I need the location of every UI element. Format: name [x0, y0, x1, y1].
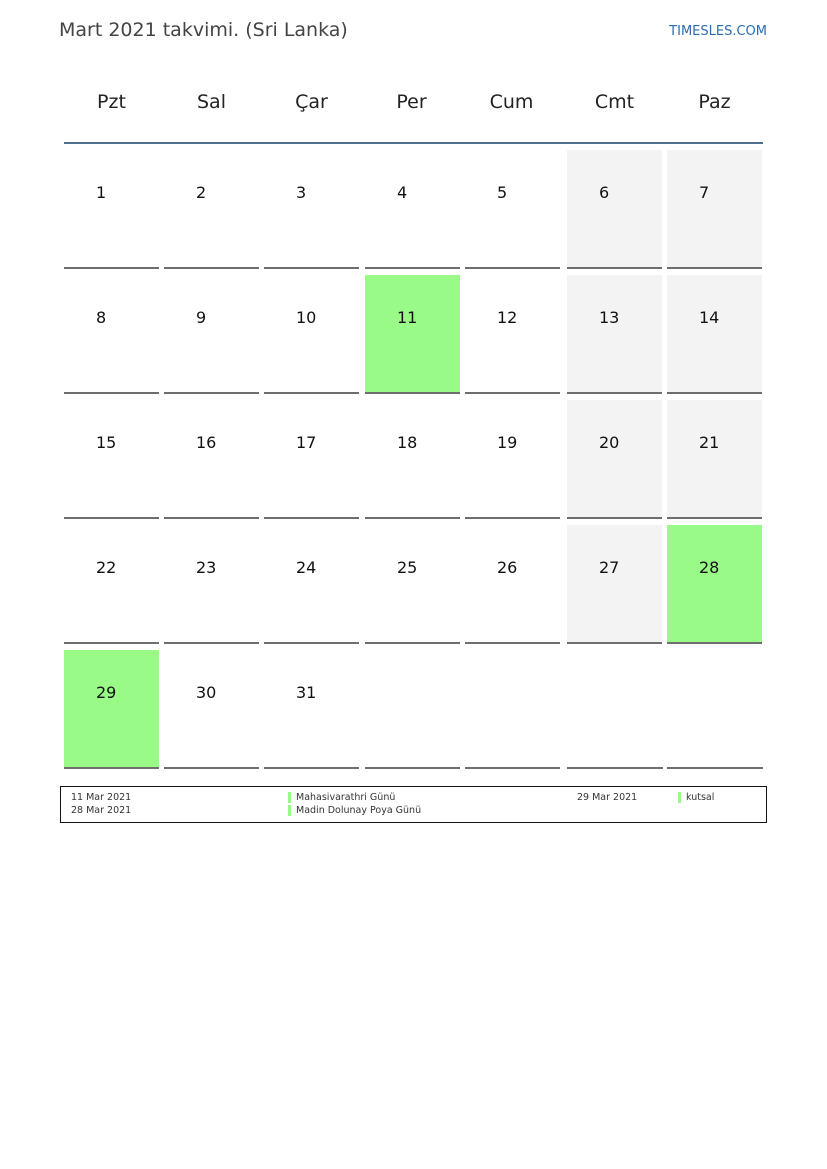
weekday-fri: Cum — [489, 91, 534, 113]
weekday-sat: Cmt — [594, 91, 635, 113]
holiday-color-marker — [288, 805, 291, 816]
weekday-header-row — [64, 80, 763, 144]
day-number: 1 — [96, 183, 107, 202]
day-number: 9 — [196, 308, 207, 327]
day-cell[interactable] — [64, 150, 159, 269]
day-number: 31 — [296, 683, 317, 702]
day-cell[interactable] — [465, 400, 560, 519]
day-cell[interactable] — [164, 400, 259, 519]
holiday-day-cell[interactable] — [667, 525, 762, 644]
holiday-day-cell[interactable] — [64, 650, 159, 769]
day-cell[interactable] — [164, 650, 259, 769]
day-number: 3 — [296, 183, 307, 202]
legend-date: 28 Mar 2021 — [71, 805, 132, 816]
day-number: 30 — [196, 683, 217, 702]
day-cell[interactable] — [365, 150, 460, 269]
day-cell[interactable] — [264, 650, 359, 769]
day-cell[interactable] — [64, 275, 159, 394]
day-number: 17 — [296, 433, 317, 452]
day-number: 22 — [96, 558, 117, 577]
day-cell[interactable] — [465, 275, 560, 394]
day-number: 12 — [497, 308, 518, 327]
day-cell[interactable] — [64, 400, 159, 519]
page-title: Mart 2021 takvimi. (Sri Lanka) — [59, 19, 348, 41]
legend-observance-name: kutsal — [686, 792, 715, 803]
day-number: 13 — [599, 308, 620, 327]
day-cell[interactable] — [164, 275, 259, 394]
day-number: 25 — [397, 558, 418, 577]
legend-holiday-name: Madin Dolunay Poya Günü — [296, 805, 422, 816]
weekday-sun: Paz — [698, 91, 731, 113]
site-link[interactable]: TIMESLES.COM — [669, 24, 767, 39]
weekend-day-cell[interactable] — [567, 275, 662, 394]
weekend-day-cell[interactable] — [667, 150, 762, 269]
weekend-day-cell[interactable] — [567, 150, 662, 269]
day-number: 18 — [397, 433, 418, 452]
day-cell — [465, 650, 560, 769]
day-number: 5 — [497, 183, 508, 202]
day-cell — [567, 650, 663, 769]
legend-holiday-name: Mahasivarathri Günü — [296, 792, 396, 803]
day-number: 4 — [397, 183, 408, 202]
weekend-day-cell[interactable] — [667, 400, 762, 519]
day-cell[interactable] — [365, 400, 460, 519]
day-number: 26 — [497, 558, 518, 577]
day-number: 7 — [699, 183, 710, 202]
day-number: 11 — [397, 308, 418, 327]
weekday-wed: Çar — [295, 91, 328, 113]
weekday-thu: Per — [396, 91, 427, 113]
day-number: 28 — [699, 558, 720, 577]
day-cell[interactable] — [264, 525, 359, 644]
day-number: 21 — [699, 433, 720, 452]
day-cell[interactable] — [164, 150, 259, 269]
day-number: 29 — [96, 683, 117, 702]
legend-date: 29 Mar 2021 — [577, 792, 638, 803]
day-number: 24 — [296, 558, 317, 577]
weekend-day-cell[interactable] — [567, 400, 662, 519]
day-number: 20 — [599, 433, 620, 452]
day-number: 8 — [96, 308, 107, 327]
legend-date: 11 Mar 2021 — [71, 792, 132, 803]
day-cell[interactable] — [365, 525, 460, 644]
holiday-legend — [60, 786, 767, 823]
day-cell[interactable] — [465, 150, 560, 269]
day-number: 15 — [96, 433, 117, 452]
holiday-color-marker — [288, 792, 291, 803]
day-number: 27 — [599, 558, 620, 577]
day-cell — [667, 650, 763, 769]
day-cell[interactable] — [264, 275, 359, 394]
weekday-mon: Pzt — [97, 91, 126, 113]
day-cell[interactable] — [64, 525, 159, 644]
day-number: 14 — [699, 308, 720, 327]
day-cell[interactable] — [264, 400, 359, 519]
day-number: 16 — [196, 433, 217, 452]
weekend-day-cell[interactable] — [667, 275, 762, 394]
weekday-tue: Sal — [197, 91, 226, 113]
day-number: 23 — [196, 558, 217, 577]
day-number: 10 — [296, 308, 317, 327]
day-number: 19 — [497, 433, 518, 452]
day-cell[interactable] — [164, 525, 259, 644]
holiday-day-cell[interactable] — [365, 275, 460, 394]
holiday-color-marker — [678, 792, 681, 803]
day-number: 2 — [196, 183, 207, 202]
day-cell[interactable] — [264, 150, 359, 269]
day-cell[interactable] — [465, 525, 560, 644]
day-number: 6 — [599, 183, 610, 202]
weekend-day-cell[interactable] — [567, 525, 662, 644]
day-cell — [365, 650, 460, 769]
